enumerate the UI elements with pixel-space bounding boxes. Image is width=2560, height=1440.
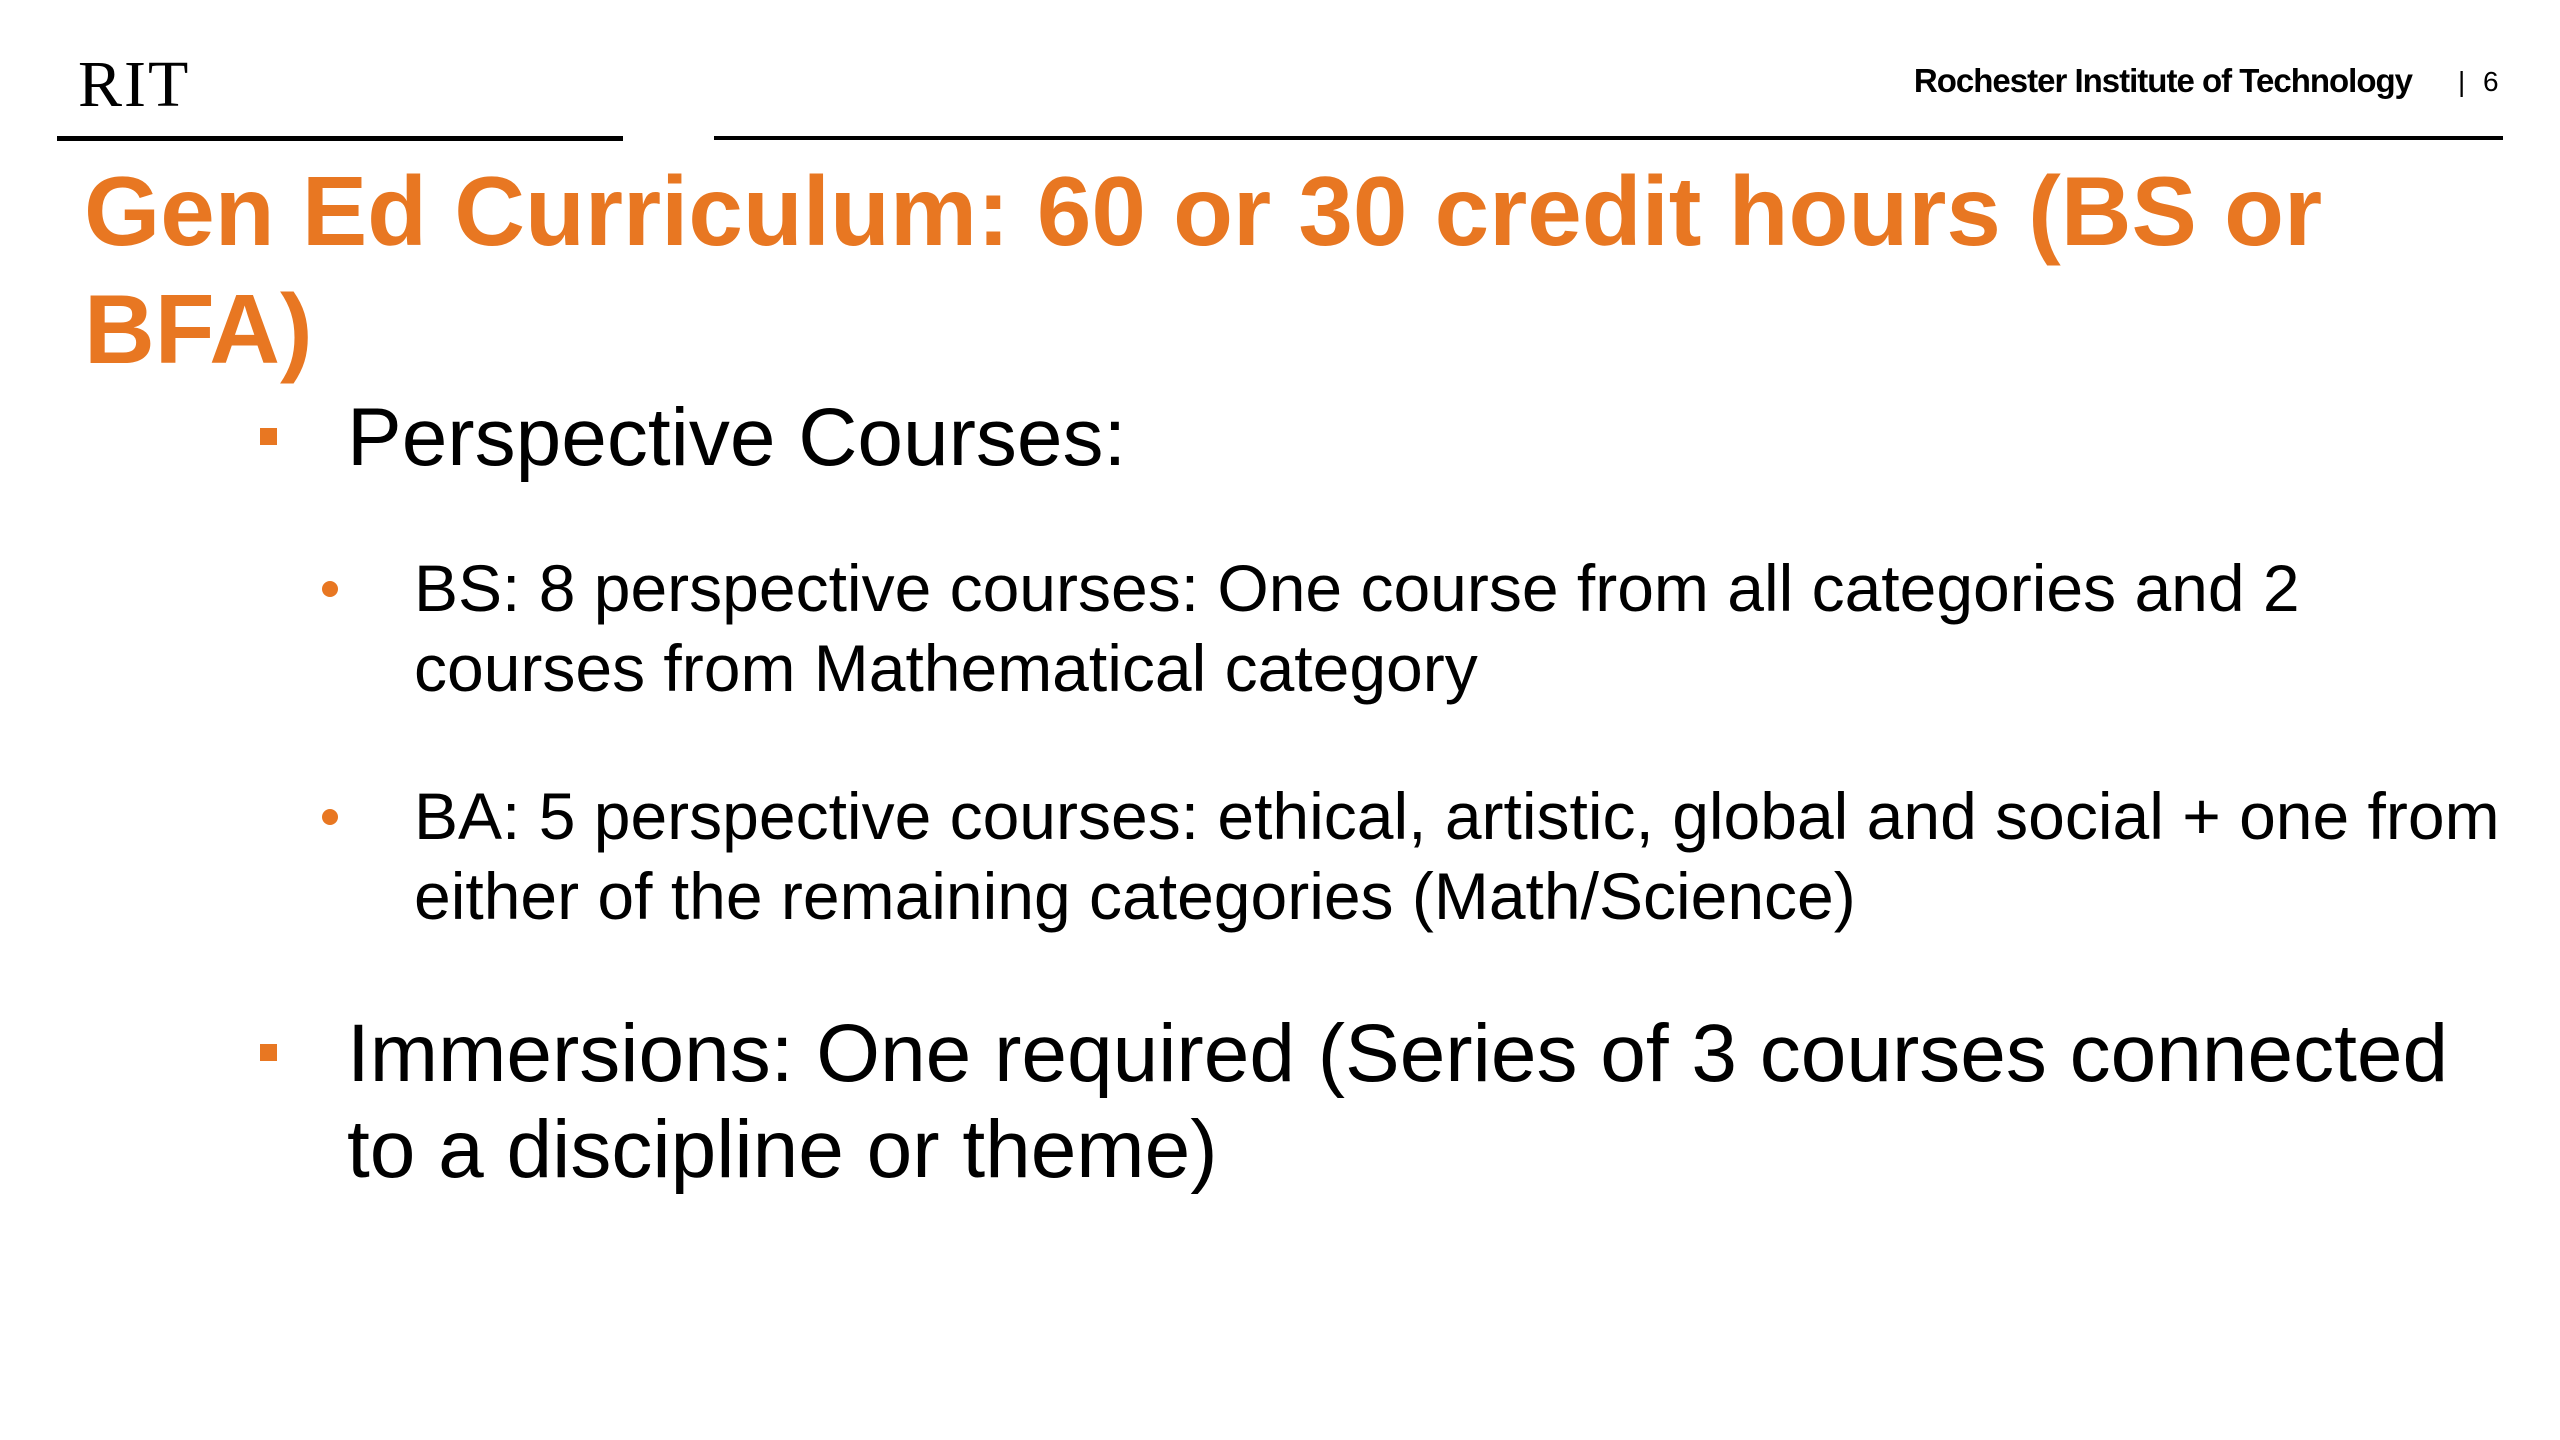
rit-logo: RIT xyxy=(78,48,191,121)
slide-title: Gen Ed Curriculum: 60 or 30 credit hours (BS or BFA) xyxy=(84,156,2323,384)
bullet-text: Immersions: One required (Series of 3 courses connected to a discipline or theme) xyxy=(347,1008,2449,1195)
page-number-separator: | xyxy=(2458,66,2466,97)
header-rule-right xyxy=(714,136,2503,140)
sub-bullet-text: BA: 5 perspective courses: ethical, artistic, global and social + one from either of the remaining categories (Math/Science) xyxy=(414,779,2500,933)
bullet-item xyxy=(260,390,2460,486)
bullet-item xyxy=(260,1006,2460,1198)
bullet-text: Perspective Courses: xyxy=(347,392,1127,483)
square-bullet-icon xyxy=(260,1044,277,1061)
institution-name: Rochester Institute of Technology xyxy=(1913,62,2412,99)
square-bullet-icon xyxy=(260,428,277,445)
header-rule-left xyxy=(57,136,623,141)
sub-bullet-item xyxy=(322,548,2502,708)
sub-bullet-item xyxy=(322,776,2502,936)
page-number: 6 xyxy=(2483,66,2499,97)
round-bullet-icon xyxy=(322,581,338,597)
round-bullet-icon xyxy=(322,809,338,825)
sub-bullet-text: BS: 8 perspective courses: One course from all categories and 2 courses from Mathematical category xyxy=(414,551,2300,705)
